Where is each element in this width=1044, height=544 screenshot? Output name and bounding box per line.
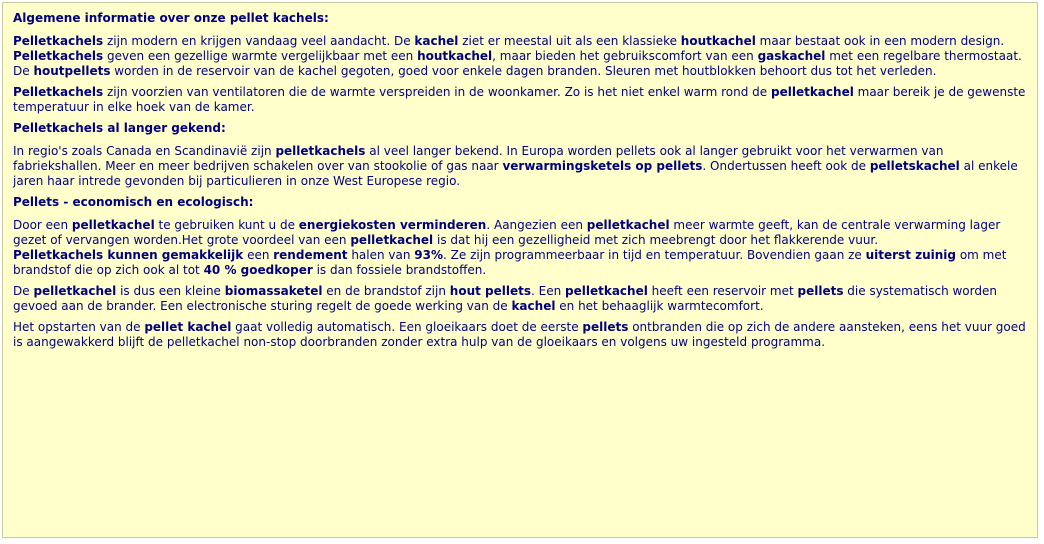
text: ontbranden die op zich de andere aansteken, eens het vuur goed is aangewakkerd blijft de pelletkachel non-stop doorbranden zonder extra hulp van de gloeikaars en volgens uw ingesteld programma. [13, 320, 1026, 349]
text: Het opstarten van de [13, 320, 145, 334]
text: In regio's zoals Canada en Scandinavië zijn [13, 144, 276, 158]
bold-text: pelletkachel [350, 233, 434, 247]
bold-text: pellet kachel [144, 320, 232, 334]
section-economic-ecological [13, 195, 1027, 350]
bold-text: houtkachel [680, 34, 756, 48]
text: maar bestaat ook in een modern design. [755, 34, 1005, 48]
text: meer warmte geeft, kan de centrale verwarming lager gezet of vervangen worden.Het grote voordeel van een [13, 218, 1001, 247]
paragraph [13, 144, 1027, 189]
text: zijn modern en krijgen vandaag veel aandacht. De [103, 34, 415, 48]
bold-text: pelletkachel [565, 284, 648, 298]
bold-text: kachel [414, 34, 459, 48]
text: en het behaaglijk warmtecomfort. [555, 299, 764, 313]
bold-text: 40 % goedkoper [203, 263, 313, 277]
bold-text: rendement [273, 248, 348, 262]
bold-text: energiekosten verminderen [298, 218, 487, 232]
section-heading: Pellets - economisch en ecologisch: [13, 195, 254, 209]
text: is dus een kleine [116, 284, 225, 298]
paragraph [13, 284, 1027, 314]
bold-text: kachel [511, 299, 556, 313]
section-known-longer [13, 121, 1027, 189]
text: . Aangezien een [486, 218, 587, 232]
bold-text: houtpellets [33, 64, 111, 78]
text: met een regelbare thermostaat. De [13, 49, 1022, 78]
paragraph [13, 218, 1027, 278]
text: De [13, 284, 34, 298]
text: is dat hij een gezelligheid met zich meebrengt door het flakkerende vuur. [433, 233, 879, 247]
paragraph [13, 320, 1027, 350]
text: Door een [13, 218, 72, 232]
text: . Ze zijn programmeerbaar in tijd en temperatuur. Bovendien gaan ze [443, 248, 866, 262]
bold-text: pelletkachel [71, 218, 155, 232]
text: maar bereik je de gewenste temperatuur in elke hoek van de kamer. [13, 85, 1026, 114]
text: . Ondertussen heeft ook de [702, 159, 870, 173]
section-general-info [13, 11, 1027, 115]
text: is dan fossiele brandstoffen. [312, 263, 487, 277]
text: geven een gezellige warmte vergelijkbaar met een [103, 49, 418, 63]
bold-text: 93% [414, 248, 444, 262]
text: om met brandstof die op zich ook al tot [13, 248, 1007, 277]
section-heading: Pelletkachels al langer gekend: [13, 121, 226, 135]
bold-text: hout pellets [449, 284, 531, 298]
text: al veel langer bekend. In Europa worden pellets ook al langer gebruikt voor het verwarmen van fabriekshallen. Meer en meer bedrijven schakelen over van stookolie of gas naar [13, 144, 944, 173]
text: halen van [347, 248, 415, 262]
bold-text: uiterst zuinig [865, 248, 957, 262]
bold-text: Pelletkachels [13, 85, 104, 99]
text: te gebruiken kunt u de [154, 218, 299, 232]
paragraph [13, 85, 1027, 115]
text: die systematisch worden gevoed aan de brander. Een electronische sturing regelt de goede werking van de [13, 284, 997, 313]
bold-text: pelletkachel [771, 85, 854, 99]
bold-text: gaskachel [757, 49, 826, 63]
bold-text: biomassaketel [224, 284, 323, 298]
text: gaat volledig automatisch. Een gloeikaars doet de eerste [231, 320, 583, 334]
text: heeft een reservoir met [647, 284, 798, 298]
text: ziet er meestal uit als een klassieke [458, 34, 681, 48]
bold-text: pellets [582, 320, 629, 334]
content-panel [2, 2, 1038, 538]
text: . Een [531, 284, 566, 298]
bold-text: pelletkachel [586, 218, 670, 232]
text: al enkele jaren haar intrede gevonden bij particulieren in onze West Europese regio. [13, 159, 1018, 188]
bold-text: pelletkachels [275, 144, 366, 158]
text: , maar bieden het gebruikscomfort van een [492, 49, 758, 63]
bold-text: pellets [797, 284, 844, 298]
bold-text: pelletkachel [33, 284, 117, 298]
text: worden in de reservoir van de kachel gegoten, goed voor enkele dagen branden. Sleuren met houtblokken behoort dus tot het verleden. [110, 64, 937, 78]
paragraph [13, 34, 1027, 79]
bold-text: pelletskachel [869, 159, 960, 173]
bold-text: houtkachel [417, 49, 493, 63]
bold-text: Pelletkachels [13, 49, 104, 63]
bold-text: Pelletkachels kunnen gemakkelijk [13, 248, 244, 262]
section-heading: Algemene informatie over onze pellet kachels: [13, 11, 329, 25]
text: een [243, 248, 274, 262]
text: en de brandstof zijn [322, 284, 450, 298]
text: zijn voorzien van ventilatoren die de warmte verspreiden in de woonkamer. Zo is het niet enkel warm rond de [103, 85, 771, 99]
bold-text: Pelletkachels [13, 34, 104, 48]
bold-text: verwarmingsketels op pellets [502, 159, 703, 173]
